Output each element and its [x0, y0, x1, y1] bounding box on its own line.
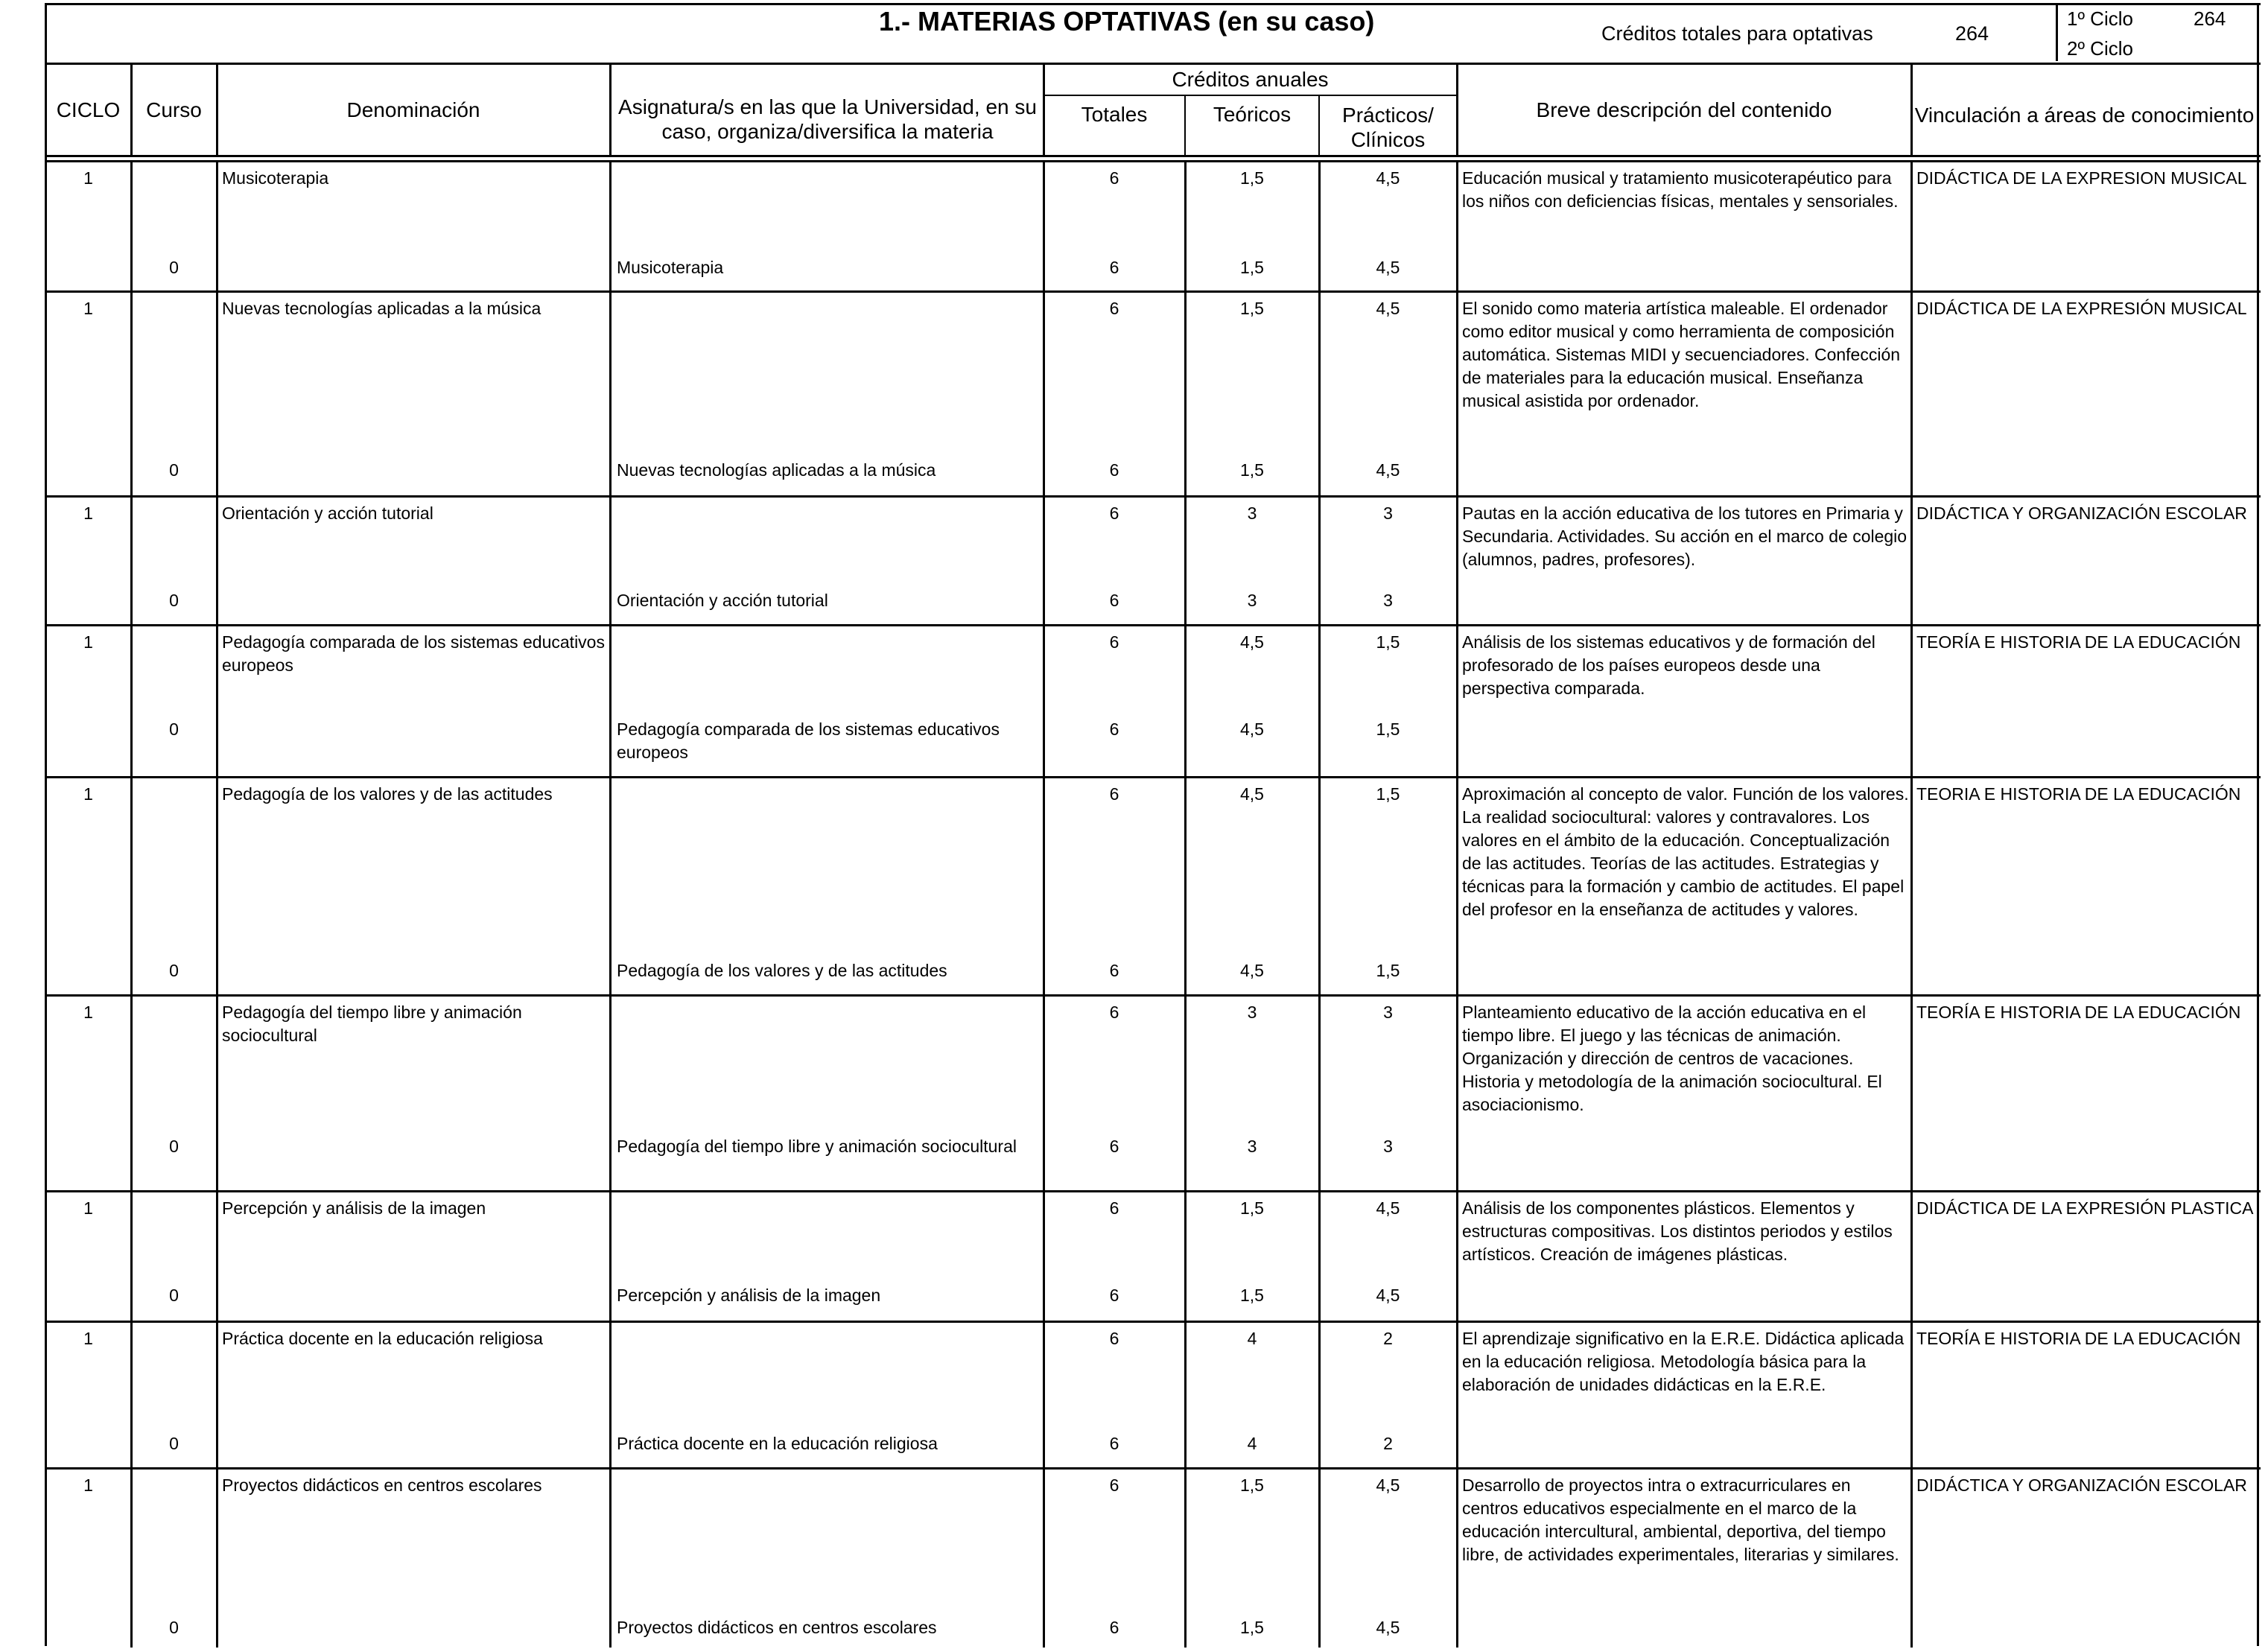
row-sub-totales: 6: [1109, 1618, 1119, 1637]
row-ciclo: 1: [83, 1198, 93, 1218]
row-vinculacion: TEORIA E HISTORIA DE LA EDUCACIÓN: [1916, 784, 2241, 804]
row-sub-teoricos: 1,5: [1240, 1286, 1264, 1305]
row-teoricos: 1,5: [1240, 1198, 1264, 1218]
row-col-line: [1910, 495, 1913, 624]
row-col-line: [1910, 290, 1913, 495]
row-col-line: [1456, 1321, 1458, 1467]
row-sub-asignatura: Pedagogía del tiempo libre y animación sociocultural: [617, 1137, 1017, 1156]
row-col-line: [216, 290, 218, 495]
row-practicos: 1,5: [1376, 784, 1400, 804]
row-descripcion: Planteamiento educativo de la acción educativa en el tiempo libre. El juego y las técnicas de animación. Organización y dirección de centros de vacaciones. Historia y metodología de la animación sociocultural. El asociacionismo.: [1462, 1003, 1882, 1114]
row-denominacion: Proyectos didácticos en centros escolares: [222, 1475, 542, 1495]
row-sub-asignatura: Pedagogía de los valores y de las actitudes: [617, 961, 947, 980]
row-descripcion: Educación musical y tratamiento musicoterapéutico para los niños con deficiencias físicas, mentales y sensoriales.: [1462, 168, 1899, 211]
row-divider: [45, 776, 2261, 778]
row-totales: 6: [1109, 1329, 1119, 1348]
row-sub-teoricos: 1,5: [1240, 1618, 1264, 1637]
row-col-line: [1910, 1190, 1913, 1321]
row-divider: [45, 495, 2261, 498]
row-sub-practicos: 4,5: [1376, 1618, 1400, 1637]
ciclo2-label: 2º Ciclo: [2067, 37, 2133, 60]
row-sub-curso: 0: [169, 591, 179, 610]
row-vinculacion: TEORÍA E HISTORIA DE LA EDUCACIÓN: [1916, 1329, 2241, 1348]
header-col-line: [609, 63, 612, 156]
row-divider: [45, 1321, 2261, 1323]
row-sub-teoricos: 4,5: [1240, 719, 1264, 739]
row-col-line: [1910, 1321, 1913, 1467]
row-ciclo: 1: [83, 1329, 93, 1348]
row-sub-curso: 0: [169, 961, 179, 980]
row-col-line: [609, 624, 612, 776]
row-sub-totales: 6: [1109, 258, 1119, 277]
row-sub-asignatura: Musicoterapia: [617, 258, 724, 277]
row-col-line: [130, 994, 133, 1190]
page-title: 1.- MATERIAS OPTATIVAS (en su caso): [879, 6, 1375, 36]
row-sub-asignatura: Percepción y análisis de la imagen: [617, 1286, 881, 1305]
row-vinculacion: DIDÁCTICA DE LA EXPRESIÓN MUSICAL: [1916, 299, 2247, 318]
row-teoricos: 1,5: [1240, 299, 1264, 318]
row-practicos: 3: [1383, 503, 1393, 523]
row-sub-asignatura: Orientación y acción tutorial: [617, 591, 828, 610]
row-denominacion: Pedagogía comparada de los sistemas educativos europeos: [222, 632, 605, 675]
ciclo1-label: 1º Ciclo: [2067, 7, 2133, 30]
row-divider: [45, 160, 2261, 162]
row-sub-practicos: 1,5: [1376, 719, 1400, 739]
row-teoricos: 4,5: [1240, 632, 1264, 652]
credits-total-value: 264: [1955, 22, 1989, 45]
row-sub-practicos: 2: [1383, 1434, 1393, 1453]
row-sub-curso: 0: [169, 1618, 179, 1637]
row-practicos: 4,5: [1376, 1475, 1400, 1495]
row-col-line: [216, 1190, 218, 1321]
row-descripcion: Análisis de los componentes plásticos. Elementos y estructuras compositivas. Los distintos periodos y estilos artísticos. Creación de imágenes plásticas.: [1462, 1198, 1893, 1264]
row-ciclo: 1: [83, 632, 93, 652]
row-vinculacion: DIDÁCTICA DE LA EXPRESIÓN PLASTICA: [1916, 1198, 2254, 1218]
row-descripcion: Aproximación al concepto de valor. Función de los valores. La realidad sociocultural: valores y contravalores. Los valores en el ámbito de la educación. Conceptualización de las actitudes. Teorías de las actitudes. Estrategias y técnicas para la formación y cambio de actitudes. El papel del profesor en la enseñanza de actitudes y valores.: [1462, 784, 1909, 919]
row-teoricos: 1,5: [1240, 168, 1264, 188]
row-divider: [45, 994, 2261, 997]
col-header-denominacion: Denominación: [346, 98, 480, 121]
row-col-line: [1910, 994, 1913, 1190]
row-vinculacion: DIDÁCTICA Y ORGANIZACIÓN ESCOLAR: [1916, 1475, 2247, 1495]
row-sub-curso: 0: [169, 258, 179, 277]
row-sub-curso: 0: [169, 460, 179, 480]
row-col-line: [1456, 495, 1458, 624]
row-totales: 6: [1109, 299, 1119, 318]
row-practicos: 4,5: [1376, 1198, 1400, 1218]
col-header-descripcion: Breve descripción del contenido: [1536, 98, 1832, 121]
row-sub-teoricos: 4,5: [1240, 961, 1264, 980]
row-denominacion: Percepción y análisis de la imagen: [222, 1198, 486, 1218]
row-totales: 6: [1109, 1003, 1119, 1022]
row-ciclo: 1: [83, 1003, 93, 1022]
row-sub-practicos: 4,5: [1376, 1286, 1400, 1305]
row-col-line: [1456, 290, 1458, 495]
row-sub-teoricos: 1,5: [1240, 258, 1264, 277]
table-left-border: [45, 3, 47, 1646]
row-teoricos: 1,5: [1240, 1475, 1264, 1495]
row-descripcion: Pautas en la acción educativa de los tutores en Primaria y Secundaria. Actividades. Su acción en el marco de colegio (alumnos, padres, profesores).: [1462, 503, 1908, 569]
row-col-line: [216, 495, 218, 624]
col-header-asignaturas: Asignatura/s en las que la Universidad, en su caso, organiza/diversifica la materia: [618, 95, 1037, 143]
row-denominacion: Pedagogía del tiempo libre y animación sociocultural: [222, 1003, 522, 1045]
col-header-totales: Totales: [1081, 102, 1148, 126]
row-totales: 6: [1109, 784, 1119, 804]
col-header-practicos: Prácticos/ Clínicos: [1342, 104, 1434, 151]
row-sub-practicos: 3: [1383, 591, 1393, 610]
row-col-line: [1456, 624, 1458, 776]
row-sub-asignatura: Proyectos didácticos en centros escolares: [617, 1618, 937, 1637]
row-col-line: [609, 994, 612, 1190]
row-divider: [45, 624, 2261, 626]
col-header-ciclo: CICLO: [56, 98, 121, 121]
row-practicos: 3: [1383, 1003, 1393, 1022]
row-col-line: [130, 624, 133, 776]
row-sub-asignatura: Nuevas tecnologías aplicadas a la música: [617, 460, 936, 480]
row-col-line: [1456, 160, 1458, 290]
row-denominacion: Nuevas tecnologías aplicadas a la música: [222, 299, 541, 318]
row-col-line: [1910, 160, 1913, 290]
row-ciclo: 1: [83, 1475, 93, 1495]
row-col-line: [216, 1321, 218, 1467]
row-sub-practicos: 3: [1383, 1137, 1393, 1156]
row-col-line: [609, 495, 612, 624]
row-col-line: [609, 160, 612, 290]
row-col-line: [1456, 1467, 1458, 1648]
row-col-line: [1910, 624, 1913, 776]
row-ciclo: 1: [83, 784, 93, 804]
row-totales: 6: [1109, 503, 1119, 523]
row-teoricos: 3: [1247, 503, 1257, 523]
row-teoricos: 3: [1247, 1003, 1257, 1022]
row-col-line: [216, 624, 218, 776]
col-header-curso: Curso: [146, 98, 202, 121]
row-sub-practicos: 4,5: [1376, 460, 1400, 480]
row-col-line: [609, 1467, 612, 1648]
col-header-vinculacion: Vinculación a áreas de conocimiento: [1914, 103, 2255, 127]
row-sub-totales: 6: [1109, 1434, 1119, 1453]
row-sub-asignatura: Pedagogía comparada de los sistemas educativos europeos: [617, 719, 1000, 762]
row-col-line: [1456, 994, 1458, 1190]
row-descripcion: Desarrollo de proyectos intra o extracurriculares en centros educativos especialmente en el marco de la educación intercultural, ambiental, deportiva, del tiempo libre, de actividades experimentales, literarias y similares.: [1462, 1475, 1899, 1564]
row-sub-teoricos: 4: [1247, 1434, 1257, 1453]
row-col-line: [609, 1321, 612, 1467]
row-ciclo: 1: [83, 503, 93, 523]
row-teoricos: 4,5: [1240, 784, 1264, 804]
row-sub-totales: 6: [1109, 460, 1119, 480]
row-practicos: 4,5: [1376, 299, 1400, 318]
col-header-creditos: Créditos anuales: [1172, 68, 1329, 91]
row-totales: 6: [1109, 1198, 1119, 1218]
row-sub-totales: 6: [1109, 591, 1119, 610]
row-totales: 6: [1109, 168, 1119, 188]
row-sub-totales: 6: [1109, 1137, 1119, 1156]
row-descripcion: El sonido como materia artística maleable. El ordenador como editor musical y como herramienta de composición automática. Sistemas MIDI y secuenciadores. Confección de materiales para la educación musical. Enseñanza musical asistida por ordenador.: [1462, 299, 1901, 410]
row-col-line: [1456, 1190, 1458, 1321]
row-ciclo: 1: [83, 299, 93, 318]
row-vinculacion: DIDÁCTICA Y ORGANIZACIÓN ESCOLAR: [1916, 503, 2247, 523]
row-denominacion: Orientación y acción tutorial: [222, 503, 433, 523]
ciclo1-value: 264: [2194, 7, 2226, 30]
row-practicos: 1,5: [1376, 632, 1400, 652]
row-sub-teoricos: 1,5: [1240, 460, 1264, 480]
row-col-line: [609, 290, 612, 495]
row-col-line: [1910, 776, 1913, 994]
row-col-line: [609, 1190, 612, 1321]
row-col-line: [216, 1467, 218, 1648]
row-sub-curso: 0: [169, 1286, 179, 1305]
row-practicos: 2: [1383, 1329, 1393, 1348]
row-totales: 6: [1109, 1475, 1119, 1495]
row-vinculacion: TEORÍA E HISTORIA DE LA EDUCACIÓN: [1916, 1003, 2241, 1022]
row-sub-teoricos: 3: [1247, 591, 1257, 610]
header-bottom-line: [45, 155, 2261, 157]
row-col-line: [216, 160, 218, 290]
row-divider: [45, 1467, 2261, 1470]
row-denominacion: Musicoterapia: [222, 168, 329, 188]
row-sub-asignatura: Práctica docente en la educación religiosa: [617, 1434, 938, 1453]
row-vinculacion: DIDÁCTICA DE LA EXPRESION MUSICAL: [1916, 168, 2247, 188]
col-header-teoricos: Teóricos: [1213, 102, 1292, 126]
credits-total-label: Créditos totales para optativas: [1601, 22, 1873, 45]
ciclo-divider: [2056, 3, 2058, 61]
row-sub-curso: 0: [169, 719, 179, 739]
row-practicos: 4,5: [1376, 168, 1400, 188]
row-sub-practicos: 1,5: [1376, 961, 1400, 980]
row-descripcion: Análisis de los sistemas educativos y de formación del profesorado de los países europeos desde una perspectiva comparada.: [1462, 632, 1875, 698]
row-col-line: [609, 776, 612, 994]
table-right-border: [2257, 3, 2259, 1646]
row-sub-practicos: 4,5: [1376, 258, 1400, 277]
row-descripcion: El aprendizaje significativo en la E.R.E. Didáctica aplicada en la educación religiosa. Metodología básica para la elaboración de unidades didácticas en la E.R.E.: [1462, 1329, 1905, 1394]
row-divider: [45, 290, 2261, 293]
row-ciclo: 1: [83, 168, 93, 188]
row-sub-totales: 6: [1109, 1286, 1119, 1305]
row-sub-curso: 0: [169, 1137, 179, 1156]
row-col-line: [1456, 776, 1458, 994]
row-denominacion: Práctica docente en la educación religiosa: [222, 1329, 543, 1348]
row-sub-totales: 6: [1109, 961, 1119, 980]
row-col-line: [216, 994, 218, 1190]
row-divider: [45, 1190, 2261, 1192]
row-sub-totales: 6: [1109, 719, 1119, 739]
row-col-line: [216, 776, 218, 994]
top-border: [45, 3, 2261, 5]
row-teoricos: 4: [1247, 1329, 1257, 1348]
row-denominacion: Pedagogía de los valores y de las actitudes: [222, 784, 553, 804]
row-vinculacion: TEORÍA E HISTORIA DE LA EDUCACIÓN: [1916, 632, 2241, 652]
row-sub-curso: 0: [169, 1434, 179, 1453]
row-col-line: [1910, 1467, 1913, 1648]
row-sub-teoricos: 3: [1247, 1137, 1257, 1156]
row-totales: 6: [1109, 632, 1119, 652]
